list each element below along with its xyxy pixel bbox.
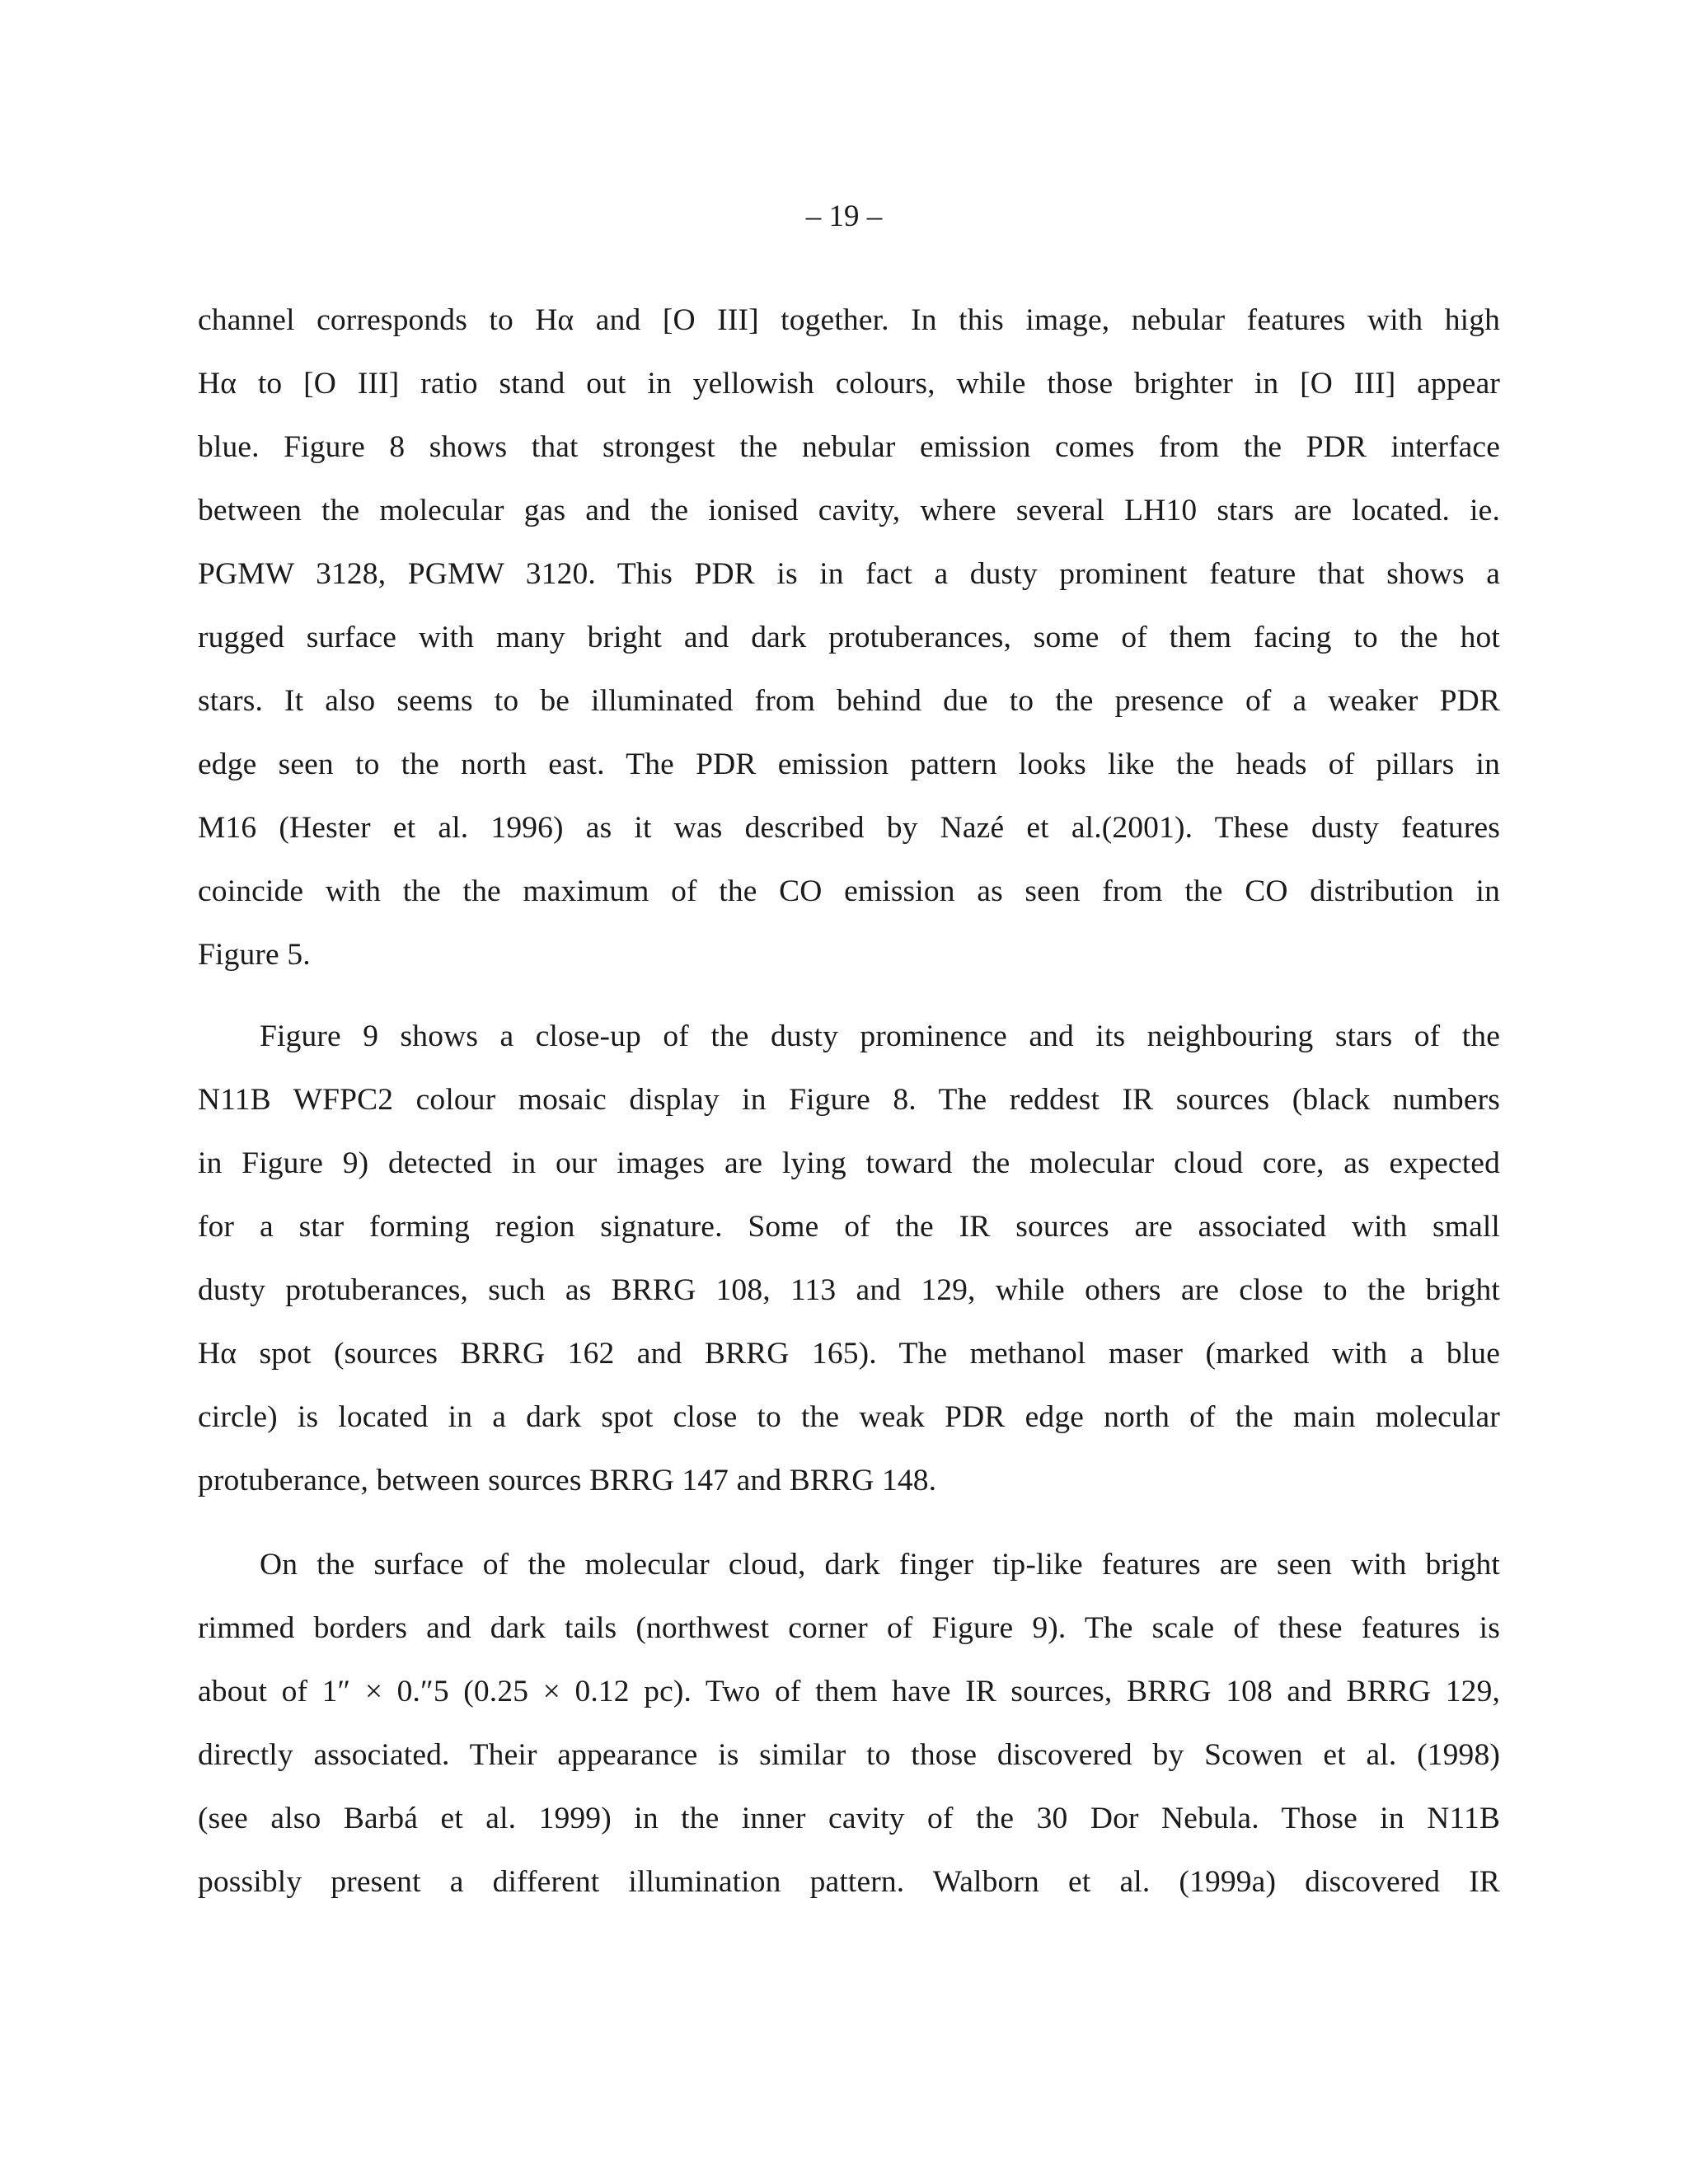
text-line: protuberance, between sources BRRG 147 and BRRG 148. — [198, 1464, 937, 1497]
text-line: in Figure 9) detected in our images are lying toward the molecular cloud core, as expected — [198, 1146, 1500, 1180]
text-line: N11B WFPC2 colour mosaic display in Figure 8. The reddest IR sources (black numbers — [198, 1083, 1500, 1117]
page-number: – 19 – — [805, 199, 883, 233]
text-line: edge seen to the north east. The PDR emission pattern looks like the heads of pillars in — [198, 748, 1500, 781]
text-line: channel corresponds to Hα and [O III] together. In this image, nebular features with high — [198, 303, 1500, 337]
text-line: (see also Barbá et al. 1999) in the inner cavity of the 30 Dor Nebula. Those in N11B — [198, 1802, 1500, 1835]
text-line: Hα to [O III] ratio stand out in yellowish colours, while those brighter in [O III] appear — [198, 367, 1500, 401]
text-line: for a star forming region signature. Some of the IR sources are associated with small — [198, 1210, 1500, 1244]
paragraph-3 — [198, 1533, 1500, 1914]
text-line: rugged surface with many bright and dark protuberances, some of them facing to the hot — [198, 621, 1500, 654]
text-line: rimmed borders and dark tails (northwest corner of Figure 9). The scale of these features is — [198, 1611, 1500, 1645]
text-line: On the surface of the molecular cloud, dark finger tip-like features are seen with bright — [260, 1548, 1500, 1582]
text-line: circle) is located in a dark spot close to the weak PDR edge north of the main molecular — [198, 1400, 1500, 1434]
text-line: Hα spot (sources BRRG 162 and BRRG 165). The methanol maser (marked with a blue — [198, 1337, 1500, 1371]
paragraph-2 — [198, 1005, 1500, 1512]
text-line: between the molecular gas and the ionised cavity, where several LH10 stars are located. ie. — [198, 494, 1500, 527]
text-line: M16 (Hester et al. 1996) as it was described by Nazé et al.(2001). These dusty features — [198, 811, 1500, 845]
text-line: Figure 5. — [198, 938, 311, 972]
text-line: stars. It also seems to be illuminated from behind due to the presence of a weaker PDR — [198, 684, 1500, 718]
text-line: dusty protuberances, such as BRRG 108, 113 and 129, while others are close to the bright — [198, 1273, 1500, 1307]
text-line: PGMW 3128, PGMW 3120. This PDR is in fact a dusty prominent feature that shows a — [198, 557, 1500, 591]
text-line: about of 1″ × 0.″5 (0.25 × 0.12 pc). Two of them have IR sources, BRRG 108 and BRRG 129, — [198, 1675, 1500, 1708]
text-line: Figure 9 shows a close-up of the dusty prominence and its neighbouring stars of the — [260, 1019, 1500, 1053]
text-line: possibly present a different illumination pattern. Walborn et al. (1999a) discovered IR — [198, 1865, 1500, 1899]
text-line: directly associated. Their appearance is similar to those discovered by Scowen et al. (1998) — [198, 1738, 1500, 1772]
text-line: coincide with the the maximum of the CO emission as seen from the CO distribution in — [198, 874, 1500, 908]
paragraph-1 — [198, 288, 1500, 987]
text-line: blue. Figure 8 shows that strongest the nebular emission comes from the PDR interface — [198, 430, 1500, 464]
